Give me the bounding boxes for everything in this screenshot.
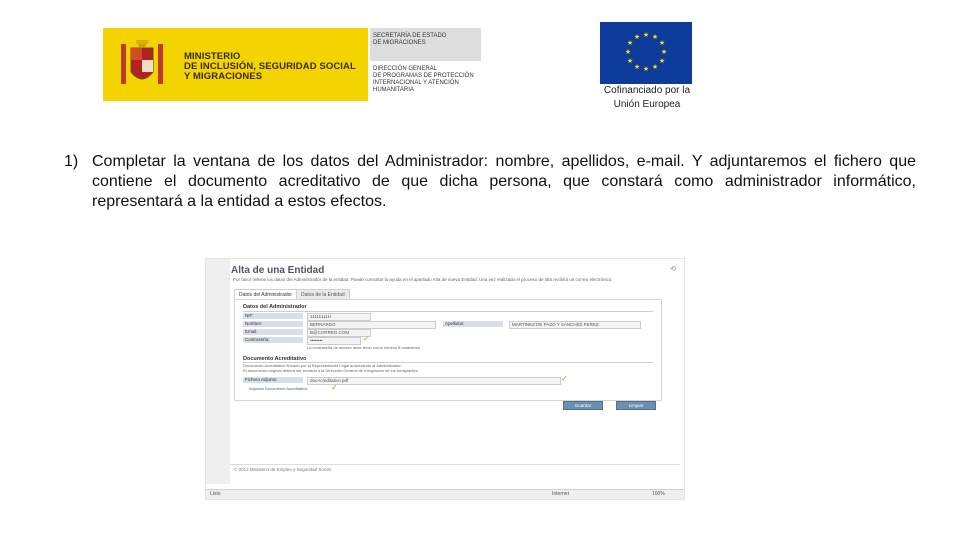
limpiar-button[interactable]: Limpiar (616, 401, 656, 410)
apellidos-field[interactable]: MARTINEZ DE PAZO Y SANCHEZ PEREZ (509, 321, 641, 329)
footer-copyright: © 2013 Ministerio de Empleo y Seguridad Social (234, 467, 331, 472)
doc-text-2: El documento original deberá ser enviado a la Dirección General de Integración de los Inmigrantes (243, 368, 418, 373)
ministry-name: MINISTERIO DE INCLUSIÓN, SEGURIDAD SOCIAL Y MIGRACIONES (184, 51, 356, 82)
password-field[interactable]: •••••••• (307, 337, 361, 345)
embedded-screenshot (205, 258, 685, 500)
attach-document-link[interactable]: Adjuntar Documento Acreditativo (249, 386, 308, 391)
svg-text:★: ★ (633, 63, 641, 71)
email-field[interactable]: B@CORREO.COM (307, 329, 371, 337)
help-icon[interactable]: ⟲ (670, 266, 676, 273)
doc-section-title: Documento Acreditativo (243, 356, 307, 362)
svg-text:★: ★ (624, 48, 632, 56)
nif-label: NIF: (243, 313, 303, 319)
direccion-general-name: DIRECCIÓN GENERAL DE PROGRAMAS DE PROTECCIÓN INTERNACIONAL Y ATENCIÓN HUMANITARIA (373, 66, 474, 93)
browser-status-bar (206, 489, 684, 500)
zoom-level[interactable]: 100% (652, 491, 665, 497)
password-label: Contraseña: (243, 337, 303, 343)
svg-text:★: ★ (651, 63, 659, 71)
secretaria-name: SECRETARÍA DE ESTADO DE MIGRACIONES (373, 33, 447, 46)
file-label: Fichero Adjunto: (243, 377, 303, 383)
guardar-button[interactable]: Guardar (563, 401, 603, 410)
svg-text:★: ★ (658, 57, 666, 65)
svg-text:★: ★ (642, 31, 650, 39)
eu-caption: Cofinanciado por la Unión Europea (603, 85, 691, 110)
svg-text:★: ★ (626, 39, 634, 47)
step-text: Completar la ventana de los datos del Administrador: nombre, apellidos, e-mail. Y adjuntaremos el fichero que contiene el documento acreditativo de que dicha persona, que constará como administrador informático, representará a la entidad a estos efectos. (92, 153, 916, 210)
svg-text:★: ★ (660, 48, 668, 56)
nombre-label: Nombre: (243, 321, 303, 327)
coat-of-arms-icon (117, 38, 167, 94)
svg-text:★: ★ (642, 65, 650, 73)
eu-stars (600, 22, 692, 84)
svg-text:★: ★ (626, 57, 634, 65)
file-field[interactable]: docAcreditativo.pdf (307, 377, 561, 385)
internet-zone: Internet (552, 491, 569, 497)
valid-check-icon: ✓ (363, 334, 370, 343)
form-panel (234, 299, 662, 401)
status-text: Listo (210, 491, 221, 497)
tab-datos-administrador[interactable]: Datos del Administrador (234, 289, 297, 300)
attach-check-icon: ✓ (331, 383, 338, 392)
svg-text:★: ★ (658, 39, 666, 47)
instruction-step (64, 152, 916, 212)
nif-field[interactable]: 11111111H (307, 313, 371, 321)
svg-text:★: ★ (633, 33, 641, 41)
tab-datos-entidad[interactable]: Datos de la Entidad (296, 289, 350, 300)
apellidos-label: Apellidos: (443, 321, 503, 327)
email-label: Email: (243, 329, 303, 335)
file-valid-check-icon: ✓ (561, 374, 568, 383)
eu-flag-icon (600, 22, 692, 84)
form-title: Alta de una Entidad (231, 265, 325, 276)
doc-text-1: Documento Acreditativo firmado por el Representante Legal autorizando al Administrador (243, 363, 401, 368)
admin-section-title: Datos del Administrador (243, 304, 307, 310)
left-frame (206, 259, 230, 484)
step-number: 1) (64, 153, 79, 170)
password-hint: La contraseña de acceso debe tener como mínimo 8 caracteres (307, 345, 421, 350)
svg-text:★: ★ (651, 33, 659, 41)
form-instructions: Por favor rellene los datos del Administrador de la entidad. Puede consultar la ayuda en el apartado Alta de nueva Entidad. Una vez realizado el proceso de alta recibirá un correo electrónico. (233, 277, 613, 282)
footer-divider (230, 464, 680, 465)
nombre-field[interactable]: BERNARDO (307, 321, 436, 329)
divider (243, 311, 653, 312)
